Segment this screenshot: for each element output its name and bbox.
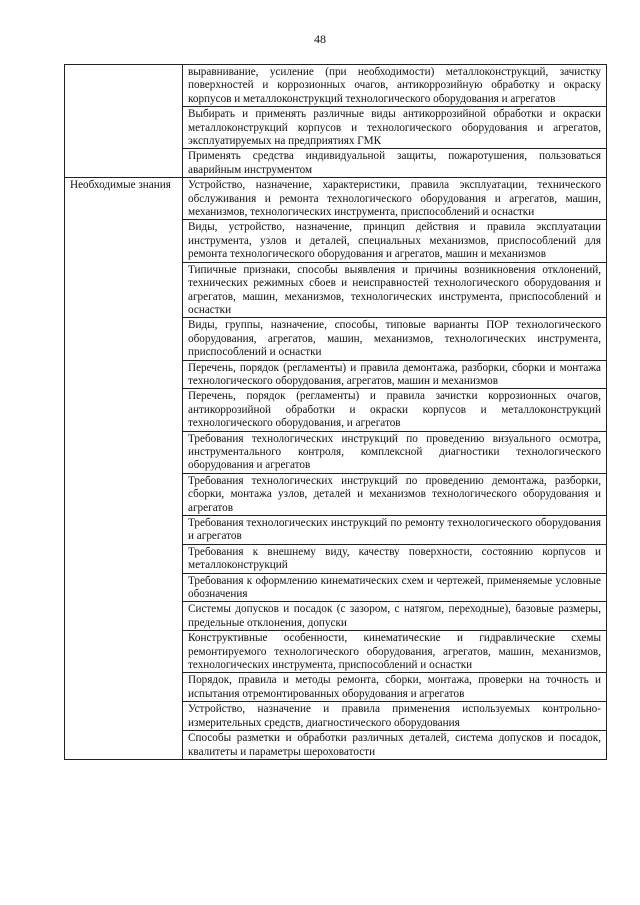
page-number: 48 xyxy=(314,32,326,46)
knowledge-cell: Типичные признаки, способы выявления и причины возникновения отклонений, технических режимных сбоев и неисправностей технологического оборудования и агрегатов, машин, механизмов, технологических инструмента, приспособлений и оснастки xyxy=(183,262,607,318)
knowledge-cell: Способы разметки и обработки различных деталей, система допусков и посадок, квалитеты и параметры шероховатости xyxy=(183,731,607,760)
table-row xyxy=(65,178,607,220)
knowledge-cell: Требования к внешнему виду, качеству поверхности, состоянию корпусов и металлоконструкций xyxy=(183,544,607,573)
knowledge-cell: Устройство, назначение, характеристики, правила эксплуатации, технического обслуживания и ремонта технологического оборудования и агрегатов, машин, механизмов, технологических инструмента, приспособлений и оснастки xyxy=(183,178,607,220)
knowledge-cell: Требования технологических инструкций по проведению визуального осмотра, инструментального контроля, комплексной диагностики технологического оборудования и агрегатов xyxy=(183,431,607,473)
knowledge-label: Необходимые знания xyxy=(65,178,183,760)
knowledge-cell: Требования к оформлению кинематических схем и чертежей, применяемые условные обозначения xyxy=(183,573,607,602)
knowledge-cell: Системы допусков и посадок (с зазором, с натягом, переходные), базовые размеры, предельные отклонения, допуски xyxy=(183,602,607,631)
skill-cell: выравнивание, усиление (при необходимости) металлоконструкций, зачистку поверхностей и коррозионных очагов, антикоррозийную обработку и окраску корпусов и металлоконструкций технологического оборудования и агрегатов xyxy=(183,65,607,107)
knowledge-cell: Устройство, назначение и правила применения используемых контрольно-измерительных средств, диагностического оборудования xyxy=(183,702,607,731)
knowledge-cell: Перечень, порядок (регламенты) и правила зачистки коррозионных очагов, антикоррозийной обработки и окраски корпусов и металлоконструкций технологического оборудования, и агрегатов xyxy=(183,389,607,431)
skill-cell: Выбирать и применять различные виды антикоррозийной обработки и окраски металлоконструкций корпусов и технологического оборудования и агрегатов, эксплуатируемых на предприятиях ГМК xyxy=(183,107,607,149)
skill-cell: Применять средства индивидуальной защиты, пожаротушения, пользоваться аварийным инструментом xyxy=(183,149,607,178)
knowledge-cell: Перечень, порядок (регламенты) и правила демонтажа, разборки, сборки и монтажа технологического оборудования, агрегатов, машин и механизмов xyxy=(183,360,607,389)
knowledge-cell: Требования технологических инструкций по ремонту технологического оборудования и агрегатов xyxy=(183,516,607,545)
knowledge-cell: Требования технологических инструкций по проведению демонтажа, разборки, сборки, монтажа узлов, деталей и механизмов технологического оборудования и агрегатов xyxy=(183,473,607,515)
empty-label-cell xyxy=(65,65,183,178)
competency-table xyxy=(64,64,607,760)
knowledge-cell: Виды, устройство, назначение, принцип действия и правила эксплуатации инструмента, узлов и деталей, специальных механизмов, приспособлений для ремонта технологического оборудования и агрегатов, машин и механизмов xyxy=(183,220,607,262)
table-row xyxy=(65,65,607,107)
knowledge-cell: Виды, группы, назначение, способы, типовые варианты ПОР технологического оборудования, агрегатов, машин, механизмов, технологических инструмента, приспособлений и оснастки xyxy=(183,318,607,360)
knowledge-cell: Порядок, правила и методы ремонта, сборки, монтажа, проверки на точность и испытания отремонтированных оборудования и агрегатов xyxy=(183,673,607,702)
knowledge-cell: Конструктивные особенности, кинематические и гидравлические схемы ремонтируемого технологического оборудования, агрегатов, машин, механизмов, технологических инструмента, приспособлений и оснастки xyxy=(183,631,607,673)
